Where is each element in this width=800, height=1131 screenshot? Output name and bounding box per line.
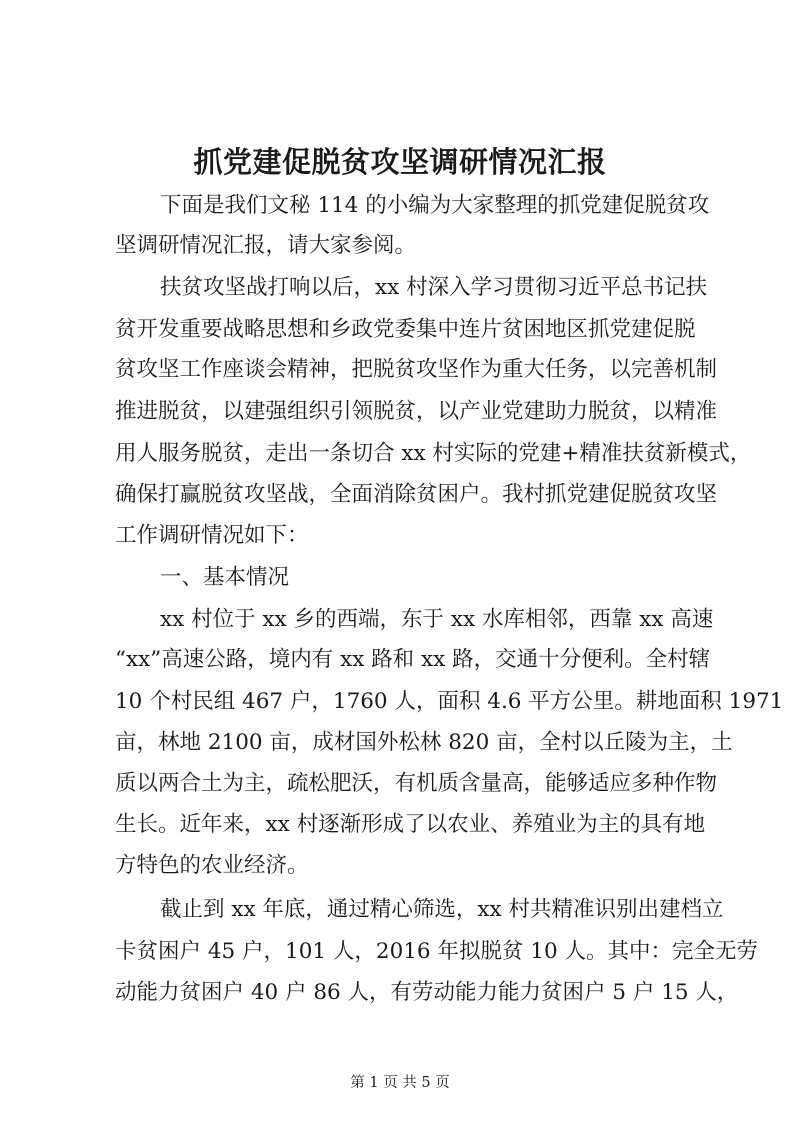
- document-title: 抓党建促脱贫攻坚调研情况汇报: [193, 145, 607, 179]
- paragraph-line: 下面是我们文秘 114 的小编为大家整理的抓党建促脱贫攻: [160, 193, 710, 218]
- paragraph-line: 坚调研情况汇报，请大家参阅。: [115, 233, 417, 258]
- paragraph-line: 工作调研情况如下：: [115, 523, 309, 548]
- paragraph-line: xx 村位于 xx 乡的西端，东于 xx 水库相邻，西靠 xx 高速: [160, 607, 714, 632]
- page-footer: 第 1 页 共 5 页: [350, 1075, 450, 1091]
- section-heading: 一、基本情况: [160, 565, 290, 590]
- paragraph-line: 10 个村民组 467 户，1760 人，面积 4.6 平方公里。耕地面积 1971: [115, 689, 784, 714]
- paragraph-line: 推进脱贫，以建强组织引领脱贫，以产业党建助力脱贫，以精准: [115, 399, 718, 424]
- paragraph-line: 确保打赢脱贫攻坚战，全面消除贫困户。我村抓党建促脱贫攻坚: [115, 482, 718, 507]
- paragraph-line: 贫攻坚工作座谈会精神，把脱贫攻坚作为重大任务，以完善机制: [115, 357, 718, 382]
- paragraph-line: 方特色的农业经济。: [115, 853, 309, 878]
- paragraph-line: 质以两合土为主，疏松肥沃，有机质含量高，能够适应多种作物: [115, 771, 718, 796]
- paragraph-line: 扶贫攻坚战打响以后，xx 村深入学习贯彻习近平总书记扶: [160, 275, 708, 300]
- paragraph-line: 卡贫困户 45 户，101 人，2016 年拟脱贫 10 人。其中：完全无劳: [115, 939, 758, 964]
- paragraph-line: 贫开发重要战略思想和乡政党委集中连片贫困地区抓党建促脱: [115, 317, 696, 342]
- paragraph-line: 亩，林地 2100 亩，成材国外松林 820 亩，全村以丘陵为主，土: [115, 730, 733, 755]
- paragraph-line: 用人服务脱贫，走出一条切合 xx 村实际的党建+精准扶贫新模式，: [115, 441, 752, 466]
- paragraph-line: 截止到 xx 年底，通过精心筛选，xx 村共精准识别出建档立: [160, 897, 724, 922]
- paragraph-line: 动能力贫困户 40 户 86 人，有劳动能力能力贫困户 5 户 15 人，: [115, 980, 739, 1005]
- paragraph-line: 生长。近年来，xx 村逐渐形成了以农业、养殖业为主的具有地: [115, 812, 706, 837]
- paragraph-line: “xx”高速公路，境内有 xx 路和 xx 路，交通十分便利。全村辖: [115, 647, 711, 672]
